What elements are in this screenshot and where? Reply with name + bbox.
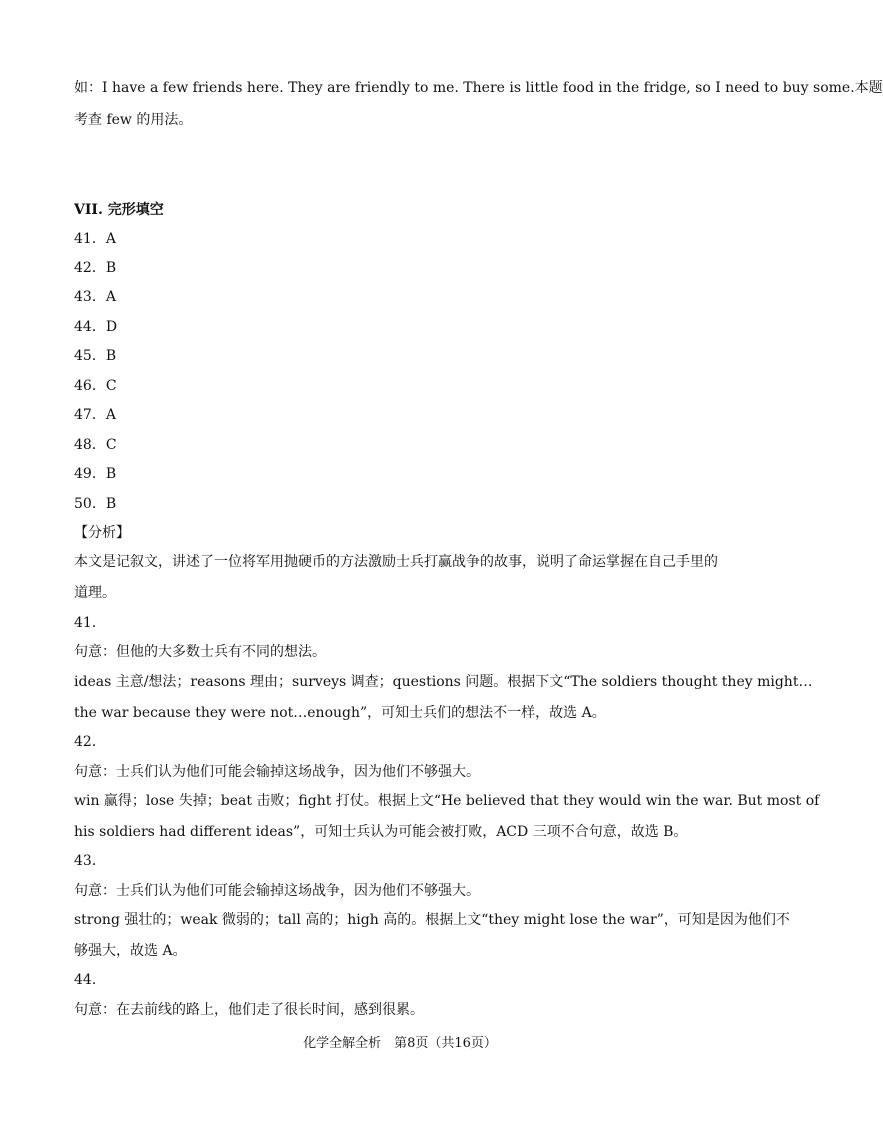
analysis-line: 句意：士兵们认为他们可能会输掉这场战争，因为他们不够强大。 xyxy=(74,764,480,780)
analysis-line: 道理。 xyxy=(74,585,116,601)
answer-item: 47．A xyxy=(74,407,116,423)
analysis-line: win 赢得；lose 失掉；beat 击败；fight 打仗。根据上文“He believed that they would win the war. But most of xyxy=(74,793,820,809)
analysis-line: 句意：士兵们认为他们可能会输掉这场战争，因为他们不够强大。 xyxy=(74,883,480,899)
analysis-line: 句意：但他的大多数士兵有不同的想法。 xyxy=(74,644,326,660)
answer-item: 49．B xyxy=(74,466,117,482)
analysis-line: 本文是记叙文，讲述了一位将军用抛硬币的方法激励士兵打赢战争的故事，说明了命运掌握在自己手里的 xyxy=(74,554,718,570)
answer-item: 45．B xyxy=(74,348,117,364)
question-number: 43． xyxy=(74,853,106,869)
analysis-line: ideas 主意/想法；reasons 理由；surveys 调查；questions 问题。根据下文“The soldiers thought they might… xyxy=(74,674,813,690)
answer-item: 48．C xyxy=(74,437,117,453)
answer-item: 41．A xyxy=(74,231,116,247)
intro-line-2: 考查 few 的用法。 xyxy=(74,112,193,128)
analysis-line: 够强大，故选 A。 xyxy=(74,943,187,959)
analysis-line: strong 强壮的；weak 微弱的；tall 高的；high 高的。根据上文“they might lose the war”，可知是因为他们不 xyxy=(74,912,790,928)
analysis-line: his soldiers had different ideas”，可知士兵认为可能会被打败，ACD 三项不合句意，故选 B。 xyxy=(74,824,688,840)
page-footer: 化学全解全析 第8页（共16页） xyxy=(303,1036,497,1051)
analysis-line: the war because they were not…enough”，可知士兵们的想法不一样，故选 A。 xyxy=(74,705,606,721)
intro-line-1: 如：I have a few friends here. They are friendly to me. There is little food in the fridge, so I need to buy some.本题 xyxy=(74,80,883,96)
section-title: VII. 完形填空 xyxy=(74,202,164,218)
answer-item: 50．B xyxy=(74,496,117,512)
answer-item: 43．A xyxy=(74,289,116,305)
question-number: 44． xyxy=(74,972,106,988)
analysis-line: 句意：在去前线的路上，他们走了很长时间，感到很累。 xyxy=(74,1002,424,1018)
answer-item: 42．B xyxy=(74,260,117,276)
answer-item: 44．D xyxy=(74,319,118,335)
analysis-label: 【分析】 xyxy=(74,525,130,541)
question-number: 41． xyxy=(74,615,106,631)
question-number: 42． xyxy=(74,734,106,750)
answer-item: 46．C xyxy=(74,378,117,394)
